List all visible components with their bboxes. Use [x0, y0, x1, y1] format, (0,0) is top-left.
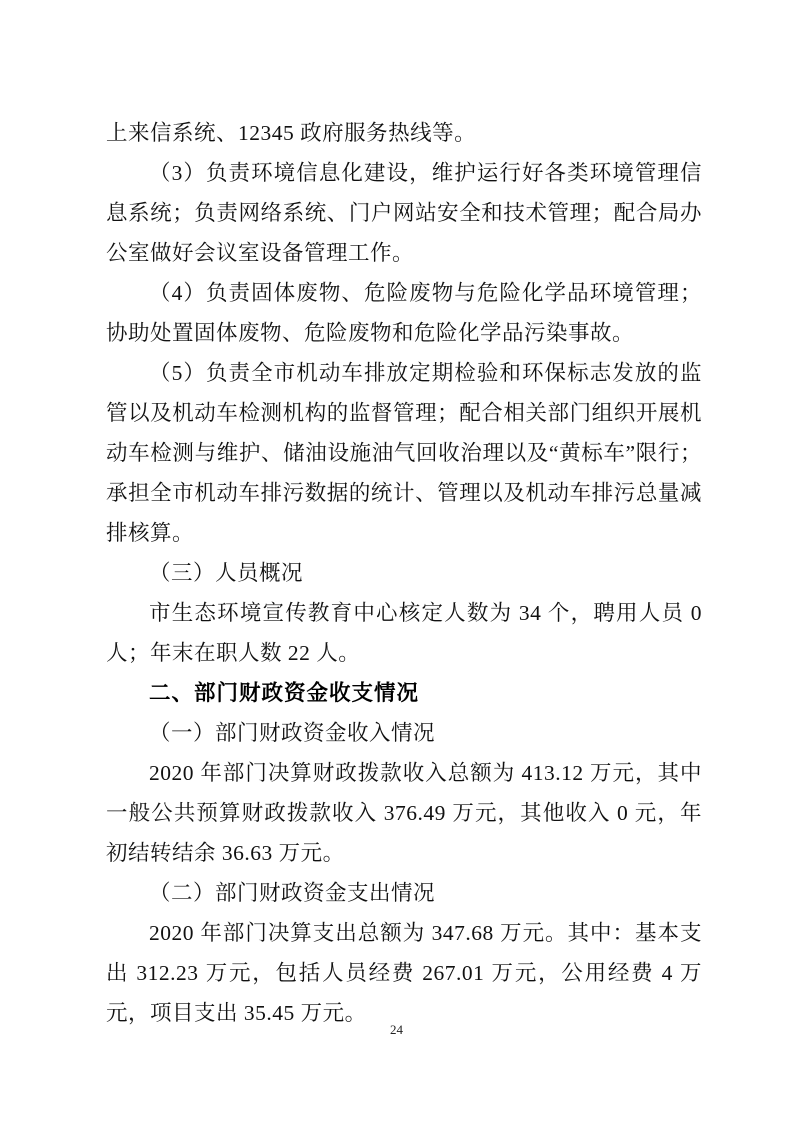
page-number: 24	[390, 1022, 403, 1037]
subsection-heading-expenditure: （二）部门财政资金支出情况	[149, 881, 436, 905]
paragraph-expenditure-detail: 2020 年部门决算支出总额为 347.68 万元。其中：基本支出 312.23 万元，包括人员经费 267.01 万元，公用经费 4 万元，项目支出 35.45 万元。	[106, 921, 702, 1025]
paragraph-personnel-overview: 市生态环境宣传教育中心核定人数为 34 个，聘用人员 0 人；年末在职人数 22 人。	[106, 601, 702, 665]
subsection-heading-income: （一）部门财政资金收入情况	[149, 721, 436, 745]
document-body	[106, 113, 702, 1033]
paragraph-duty-5: （5）负责全市机动车排放定期检验和环保标志发放的监管以及机动车检测机构的监督管理；配合相关部门组织开展机动车检测与维护、储油设施油气回收治理以及“黄标车”限行；承担全市机动车排污数据的统计、管理以及机动车排污总量减排核算。	[106, 361, 702, 545]
paragraph-duty-4: （4）负责固体废物、危险废物与危险化学品环境管理；协助处置固体废物、危险废物和危险化学品污染事故。	[106, 281, 702, 345]
paragraph-duty-3: （3）负责环境信息化建设，维护运行好各类环境管理信息系统；负责网络系统、门户网站安全和技术管理；配合局办公室做好会议室设备管理工作。	[106, 161, 702, 265]
paragraph-continuation: 上来信系统、12345 政府服务热线等。	[106, 121, 477, 145]
subsection-heading-personnel: （三）人员概况	[149, 561, 304, 585]
section-heading-fiscal-funds: 二、部门财政资金收支情况	[149, 681, 420, 705]
paragraph-income-detail: 2020 年部门决算财政拨款收入总额为 413.12 万元，其中一般公共预算财政拨款收入 376.49 万元，其他收入 0 元，年初结转结余 36.63 万元。	[106, 761, 702, 865]
